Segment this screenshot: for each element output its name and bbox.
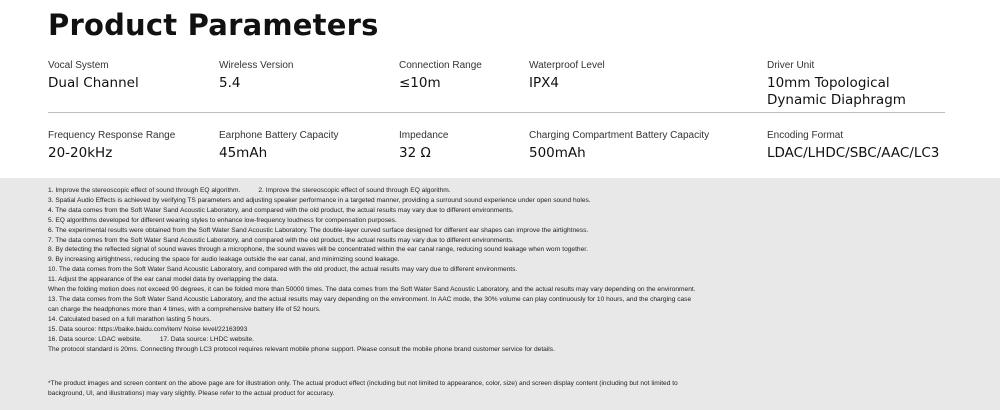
spec-value: 45mAh xyxy=(219,145,268,161)
spec-value: 5.4 xyxy=(219,75,241,91)
spec-value: 20-20kHz xyxy=(48,145,113,161)
footnote: 14. Calculated based on a full marathon lasting 5 hours. xyxy=(48,315,212,323)
footnote: 8. By detecting the reflected signal of sound waves through a microphone, the sound waves will be concentrated within the ear canal range, reducing sound leakage when worn together. xyxy=(48,246,588,254)
spec-label: Waterproof Level xyxy=(529,60,605,71)
footnote: 13. The data comes from the Soft Water Sand Acoustic Laboratory, and the actual results may vary depending on the environment. In AAC mode, the 30% volume can play continuously for 10 hours, and the charging case xyxy=(48,295,692,303)
footnote: 11. Adjust the appearance of the ear canal model data by overlapping the data. xyxy=(48,276,279,284)
spec-driver-unit xyxy=(767,60,937,109)
footnote: The protocol standard is 20ms. Connecting through LC3 protocol requires relevant mobile phone support. Please consult the mobile phone brand customer service for details. xyxy=(48,345,555,353)
footnote: 9. By increasing airtightness, reducing the space for audio leakage outside the ear canal, and minimizing sound leakage. xyxy=(48,256,400,264)
disclaimer-line: *The product images and screen content on the above page are for illustration only. The actual product effect (including but not limited to appearance, color, size) and screen display content (including but not limited to xyxy=(48,380,678,387)
spec-value: Dual Channel xyxy=(48,75,139,91)
spec-impedance xyxy=(399,130,448,162)
spec-value: LDAC/LHDC/SBC/AAC/LC3 xyxy=(767,145,940,161)
spec-label: Earphone Battery Capacity xyxy=(219,130,339,141)
spec-encoding-format xyxy=(767,130,939,162)
spec-label: Connection Range xyxy=(399,60,482,71)
footnote: 10. The data comes from the Soft Water Sand Acoustic Laboratory, and compared with the old product, the actual results may vary due to different environments. xyxy=(48,266,518,274)
spec-waterproof-level xyxy=(529,60,605,92)
spec-value: IPX4 xyxy=(529,75,559,91)
spec-wireless-version xyxy=(219,60,293,92)
footnote: 15. Data source: https://baike.baidu.com/item/ Noise level/22163993 xyxy=(48,325,248,333)
footnote: can charge the headphones more than 4 times, with a comprehensive battery life of 52 hours. xyxy=(48,305,321,313)
spec-label: Vocal System xyxy=(48,60,109,71)
spec-earphone-battery xyxy=(219,130,339,162)
footnote: 6. The experimental results were obtained from the Soft Water Sand Acoustic Laboratory. The double-layer curved surface designed for different ear shapes can improve the airtightness. xyxy=(48,226,589,234)
footnote-line xyxy=(48,186,948,196)
footnotes xyxy=(48,186,948,354)
spec-case-battery xyxy=(529,130,709,162)
footnote: 1. Improve the stereoscopic effect of sound through EQ algorithm. xyxy=(48,187,241,194)
spec-value: 32 Ω xyxy=(399,145,431,161)
spec-frequency-response xyxy=(48,130,175,162)
spec-label: Charging Compartment Battery Capacity xyxy=(529,130,710,141)
footnote: 4. The data comes from the Soft Water Sand Acoustic Laboratory, and compared with the old product, the actual results may vary due to different environments. xyxy=(48,206,514,214)
spec-vocal-system xyxy=(48,60,139,92)
page-title: Product Parameters xyxy=(48,8,379,42)
footnote-line xyxy=(48,335,948,345)
disclaimer xyxy=(48,379,948,399)
spec-label: Encoding Format xyxy=(767,130,844,141)
spec-connection-range xyxy=(399,60,482,92)
row-divider xyxy=(48,112,945,113)
spec-label: Driver Unit xyxy=(767,60,815,71)
footnote: 7. The data comes from the Soft Water Sand Acoustic Laboratory, and compared with the old product, the actual results may vary due to different environments. xyxy=(48,236,514,244)
footnote: When the folding motion does not exceed 90 degrees, it can be folded more than 50000 times. The data comes from the Soft Water Sand Acoustic Laboratory, and the actual results may vary depending on the environment. xyxy=(48,286,696,294)
spec-value: ≤10m xyxy=(399,75,441,91)
footnote: 5. EQ algorithms developed for different wearing styles to enhance low-frequency loudness for compensation purposes. xyxy=(48,216,397,224)
disclaimer-line: background, UI, and illustrations) may vary slightly. Please refer to the actual product for accuracy. xyxy=(48,389,335,397)
footnote: 2. Improve the stereoscopic effect of sound through EQ algorithm. xyxy=(258,187,451,194)
spec-label: Impedance xyxy=(399,130,449,141)
spec-label: Frequency Response Range xyxy=(48,130,176,141)
footnote: 3. Spatial Audio Effects is achieved by verifying TS parameters and adjusting speaker performance in a targeted manner, providing a surround sound experience under open sound holes. xyxy=(48,196,591,204)
spec-label: Wireless Version xyxy=(219,60,294,71)
spec-value: 500mAh xyxy=(529,145,586,161)
footnote: 16. Data source: LDAC website. xyxy=(48,335,142,343)
spec-value: 10mm Topological Dynamic Diaphragm xyxy=(767,75,906,108)
footnote: 17. Data source: LHDC website. xyxy=(159,335,255,343)
